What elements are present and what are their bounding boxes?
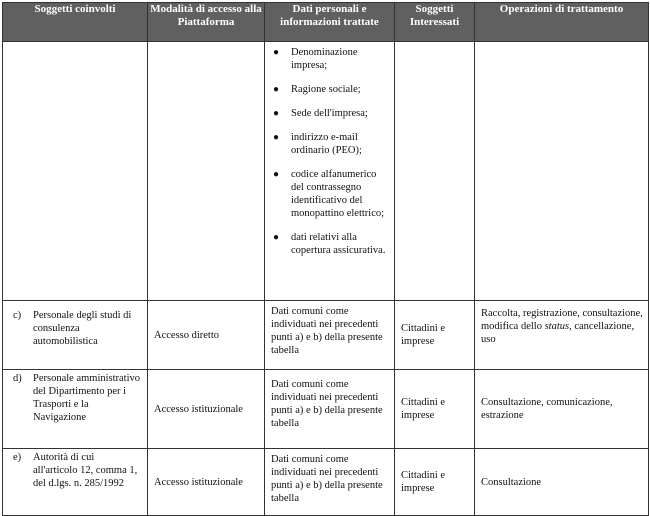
table-row bbox=[3, 370, 649, 449]
bullet-icon: ● bbox=[273, 47, 280, 58]
cell-soggetti bbox=[3, 301, 148, 370]
header-interessati: Soggetti Interessati bbox=[395, 3, 475, 42]
bullet-icon: ● bbox=[273, 132, 280, 143]
cell-dati: Dati comuni come individuati nei precedenti punti a) e b) della presente tabella bbox=[265, 370, 395, 449]
cell-empty bbox=[395, 42, 475, 301]
cell-operazioni: Consultazione, comunicazione, estrazione bbox=[475, 370, 649, 449]
list-item: ● Denominazione impresa; bbox=[273, 47, 358, 71]
table-row bbox=[3, 42, 649, 301]
row-marker: c) bbox=[13, 310, 22, 321]
table-header-row bbox=[3, 3, 649, 42]
soggetti-text: Personale degli studi di consulenza automobilistica bbox=[33, 310, 132, 347]
bullet-icon: ● bbox=[273, 232, 280, 243]
row-marker: d) bbox=[13, 373, 22, 384]
cell-modalita: Accesso diretto bbox=[148, 301, 265, 370]
bullet-icon: ● bbox=[273, 108, 280, 119]
list-item: ● Sede dell'impresa; bbox=[273, 108, 368, 119]
cell-dati: Dati comuni come individuati nei precedenti punti a) e b) della presente tabella bbox=[265, 301, 395, 370]
list-item: ● codice alfanumerico del contrassegno identificativo del monopattino elettrico; bbox=[273, 169, 385, 219]
soggetti-text: Personale amministrativo del Dipartimento per i Trasporti e la Navigazione bbox=[33, 373, 141, 423]
cell-modalita: Accesso istituzionale bbox=[148, 370, 265, 449]
cell-soggetti bbox=[3, 449, 148, 516]
data-processing-table bbox=[2, 2, 649, 516]
header-operazioni: Operazioni di trattamento bbox=[475, 3, 649, 42]
cell-interessati: Cittadini e imprese bbox=[395, 301, 475, 370]
cell-empty bbox=[148, 42, 265, 301]
bullet-icon: ● bbox=[273, 84, 280, 95]
cell-operazioni: Consultazione bbox=[475, 449, 649, 516]
cell-modalita: Accesso istituzionale bbox=[148, 449, 265, 516]
list-item: ● indirizzo e-mail ordinario (PEO); bbox=[273, 132, 362, 156]
status-term: status bbox=[544, 321, 570, 332]
cell-interessati: Cittadini e imprese bbox=[395, 449, 475, 516]
header-dati: Dati personali e informazioni trattate bbox=[265, 3, 395, 42]
list-item: ● dati relativi alla copertura assicurativa. bbox=[273, 232, 386, 256]
cell-interessati: Cittadini e imprese bbox=[395, 370, 475, 449]
header-soggetti: Soggetti coinvolti bbox=[3, 3, 148, 42]
soggetti-text: Autorità di cui all'articolo 12, comma 1, del d.lgs. n. 285/1992 bbox=[33, 452, 138, 489]
bullet-icon: ● bbox=[273, 169, 280, 180]
header-modalita: Modalità di accesso alla Piattaforma bbox=[148, 3, 265, 42]
cell-soggetti bbox=[3, 370, 148, 449]
cell-dati: Dati comuni come individuati nei precedenti punti a) e b) della presente tabella bbox=[265, 449, 395, 516]
row-marker: e) bbox=[13, 452, 22, 463]
table-row bbox=[3, 449, 649, 516]
list-item: ● Ragione sociale; bbox=[273, 84, 361, 95]
cell-data-list bbox=[265, 42, 395, 301]
cell-empty bbox=[475, 42, 649, 301]
bullet-list bbox=[265, 42, 394, 257]
table-row bbox=[3, 301, 649, 370]
cell-empty bbox=[3, 42, 148, 301]
cell-operazioni: Raccolta, registrazione, consultazione, modifica dello status, cancellazione, uso bbox=[475, 301, 649, 370]
